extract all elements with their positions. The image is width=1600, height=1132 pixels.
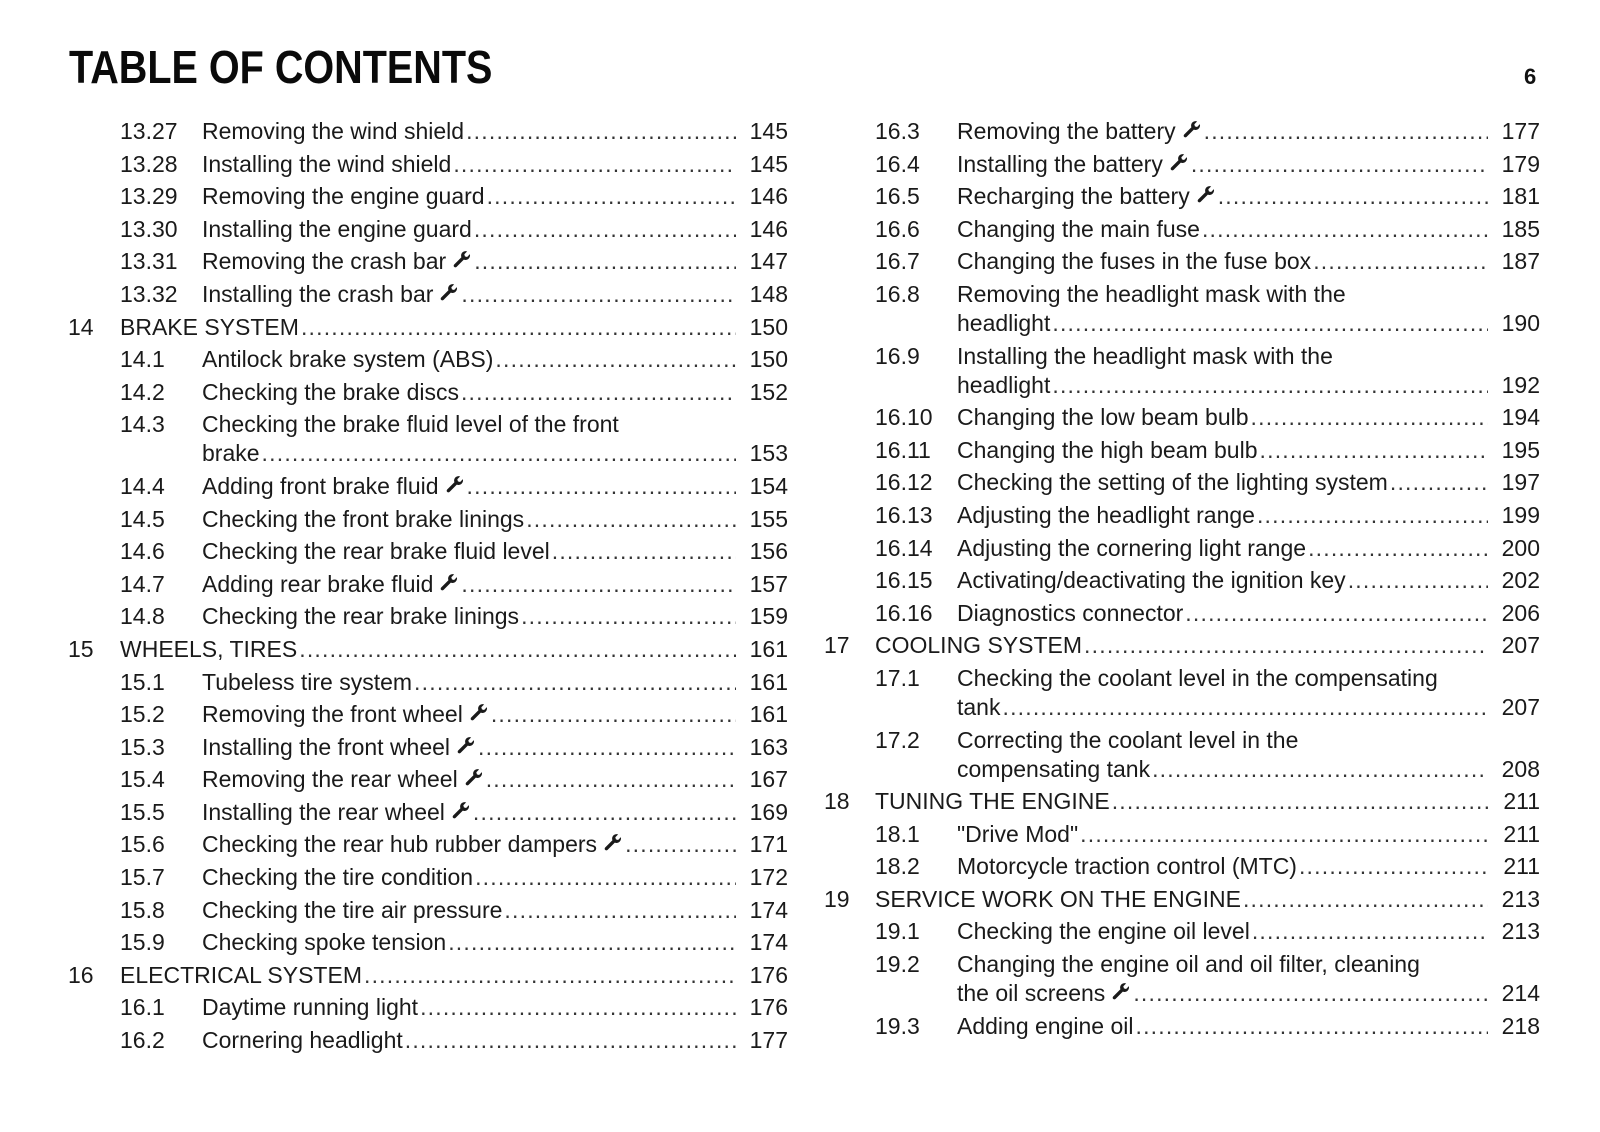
toc-section-entry[interactable]	[824, 501, 1540, 530]
toc-page-number[interactable]: 176	[749, 961, 788, 988]
toc-entry-title: WHEELS, TIRES	[120, 635, 298, 662]
toc-entry-number: 15.6	[120, 831, 165, 858]
dot-leader	[1299, 852, 1488, 881]
toc-page-number[interactable]: 190	[1501, 309, 1540, 336]
toc-page-number[interactable]: 145	[749, 150, 788, 177]
toc-section-entry[interactable]	[68, 570, 788, 599]
dot-leader	[1257, 501, 1488, 530]
wrench-icon	[1169, 150, 1189, 170]
toc-page-number[interactable]: 161	[749, 668, 788, 695]
wrench-icon	[451, 798, 471, 818]
toc-entry-title: Checking the setting of the lighting system	[957, 469, 1388, 496]
dot-leader	[486, 765, 736, 794]
toc-entry-number: 16	[68, 961, 94, 988]
dot-leader	[414, 668, 736, 697]
wrench-icon	[439, 570, 459, 590]
wrench-icon	[1182, 117, 1202, 137]
toc-chapter-entry[interactable]	[824, 631, 1540, 660]
dot-leader	[1390, 468, 1488, 497]
toc-entry-number: 16.3	[875, 118, 920, 144]
toc-entry-title: Adding front brake fluid	[202, 472, 439, 499]
toc-entry-number: 16.8	[875, 280, 920, 307]
toc-section-entry[interactable]	[824, 820, 1540, 849]
toc-section-entry[interactable]	[68, 668, 788, 697]
dot-leader	[467, 472, 736, 501]
toc-entry-title: Recharging the battery	[957, 183, 1190, 210]
dot-leader	[1002, 693, 1488, 722]
toc-entry-title: brake	[202, 440, 260, 467]
toc-entry-title: Checking spoke tension	[202, 929, 447, 956]
toc-entry-title: Activating/deactivating the ignition key	[957, 567, 1346, 594]
dot-leader	[1252, 917, 1488, 946]
toc-entry-number: 14.5	[120, 505, 165, 532]
toc-entry-title: Checking the coolant level in the compensating	[957, 664, 1438, 691]
toc-page-number[interactable]: 187	[1501, 248, 1540, 275]
dot-leader	[448, 928, 736, 957]
toc-entry-number: 17.2	[875, 726, 920, 753]
toc-page-number[interactable]: 155	[749, 505, 788, 532]
toc-section-entry[interactable]	[68, 1026, 788, 1055]
toc-page-number[interactable]: 192	[1501, 371, 1540, 398]
toc-entry-title: Removing the battery	[957, 118, 1176, 144]
toc-section-entry[interactable]	[824, 280, 1540, 338]
toc-entry-number: 16.5	[875, 183, 920, 210]
toc-entry-number: 15	[68, 635, 94, 662]
dot-leader	[1152, 755, 1488, 784]
toc-entry-title: headlight	[957, 309, 1051, 336]
toc-page-number[interactable]: 211	[1503, 788, 1540, 815]
toc-entry-title: Tubeless tire system	[202, 668, 413, 695]
wrench-icon	[439, 280, 459, 300]
toc-entry-number: 18	[824, 788, 850, 815]
dot-leader	[1084, 631, 1488, 660]
toc-section-entry[interactable]	[68, 765, 788, 794]
page-title: TABLE OF CONTENTS	[69, 41, 493, 93]
toc-entry-number: 16.12	[875, 469, 933, 496]
toc-entry-number: 13.31	[120, 248, 178, 275]
toc-entry-number: 19.2	[875, 951, 920, 978]
toc-page-number[interactable]: 172	[749, 864, 788, 891]
dot-leader	[475, 863, 736, 892]
toc-entry-title: Checking the brake discs	[202, 378, 459, 405]
toc-entry-number: 15.4	[120, 766, 165, 793]
toc-entry-title: Changing the high beam bulb	[957, 436, 1258, 463]
dot-leader	[474, 215, 736, 244]
dot-leader	[461, 570, 736, 599]
dot-leader	[453, 150, 736, 179]
dot-leader	[1052, 309, 1488, 338]
toc-section-entry[interactable]	[68, 215, 788, 244]
toc-page-number[interactable]: 169	[749, 798, 788, 825]
toc-section-entry[interactable]	[824, 468, 1540, 497]
toc-section-entry[interactable]	[68, 602, 788, 631]
toc-page-number[interactable]: 171	[749, 831, 788, 858]
toc-entry-number: 14.2	[120, 378, 165, 405]
dot-leader	[1133, 979, 1488, 1008]
toc-chapter-entry[interactable]	[824, 885, 1540, 914]
toc-entry-title: TUNING THE ENGINE	[875, 788, 1110, 815]
dot-leader	[1243, 885, 1488, 914]
toc-entry-title: Checking the tire condition	[202, 864, 474, 891]
dot-leader	[461, 280, 736, 309]
toc-page-number[interactable]: 150	[749, 346, 788, 373]
toc-section-entry[interactable]	[68, 505, 788, 534]
toc-section-entry[interactable]	[68, 830, 788, 859]
toc-page-number[interactable]: 163	[749, 733, 788, 760]
toc-section-entry[interactable]	[824, 436, 1540, 465]
toc-page-number[interactable]: 208	[1501, 755, 1540, 782]
toc-entry-title: Diagnostics connector	[957, 599, 1184, 626]
toc-entry-title: Changing the fuses in the fuse box	[957, 248, 1312, 275]
dot-leader	[1251, 403, 1488, 432]
toc-page-number[interactable]: 207	[1501, 693, 1540, 720]
toc-section-entry[interactable]	[68, 247, 788, 276]
toc-chapter-entry[interactable]	[68, 313, 788, 342]
toc-column-left	[68, 117, 788, 1059]
toc-entry-number: 15.3	[120, 733, 165, 760]
toc-entry-title: Checking the engine oil level	[957, 918, 1250, 945]
toc-section-entry[interactable]	[824, 852, 1540, 881]
toc-page-number[interactable]: 176	[749, 994, 788, 1021]
dot-leader	[1313, 247, 1488, 276]
toc-entry-title: Antilock brake system (ABS)	[202, 346, 494, 373]
toc-entry-title: Checking the rear brake fluid level	[202, 538, 550, 565]
toc-entry-number: 15.9	[120, 929, 165, 956]
dot-leader	[405, 1026, 736, 1055]
toc-entry-number: 16.15	[875, 567, 933, 594]
toc-entry-number: 15.8	[120, 896, 165, 923]
dot-leader	[1191, 150, 1488, 179]
toc-section-entry[interactable]	[824, 150, 1540, 179]
toc-page-number[interactable]: 177	[1501, 118, 1540, 144]
dot-leader	[1348, 566, 1488, 595]
dot-leader	[625, 830, 736, 859]
toc-entry-number: 16.2	[120, 1027, 165, 1054]
toc-chapter-entry[interactable]	[68, 635, 788, 664]
toc-section-entry[interactable]	[824, 917, 1540, 946]
wrench-icon	[445, 472, 465, 492]
toc-entry-number: 18.1	[875, 820, 920, 847]
toc-page-number[interactable]: 154	[749, 472, 788, 499]
dot-leader	[495, 345, 736, 374]
toc-entry-title: Adjusting the headlight range	[957, 501, 1255, 528]
toc-entry-title: Checking the rear hub rubber dampers	[202, 831, 598, 858]
toc-entry-number: 14.1	[120, 346, 165, 373]
toc-entry-title: headlight	[957, 371, 1051, 398]
dot-leader	[1135, 1012, 1488, 1041]
toc-page-number[interactable]: 185	[1501, 215, 1540, 242]
toc-entry-number: 16.7	[875, 248, 920, 275]
wrench-icon	[464, 765, 484, 785]
toc-entry-number: 13.27	[120, 118, 178, 144]
toc-page-number[interactable]: 202	[1501, 567, 1540, 594]
toc-section-entry[interactable]	[824, 534, 1540, 563]
toc-entry-number: 16.16	[875, 599, 933, 626]
dot-leader	[1218, 182, 1488, 211]
toc-entry-title: "Drive Mod"	[957, 820, 1079, 847]
toc-entry-number: 16.4	[875, 150, 920, 177]
toc-entry-number: 19	[824, 885, 850, 912]
toc-section-entry[interactable]	[68, 150, 788, 179]
toc-entry-number: 16.9	[875, 342, 920, 369]
toc-section-entry[interactable]	[68, 700, 788, 729]
toc-entry-title: Correcting the coolant level in the	[957, 726, 1299, 753]
toc-page-number[interactable]: 211	[1503, 820, 1540, 847]
toc-page-number[interactable]: 195	[1501, 436, 1540, 463]
toc-entry-title: compensating tank	[957, 755, 1151, 782]
toc-section-entry[interactable]	[824, 342, 1540, 400]
toc-entry-number: 13.28	[120, 150, 178, 177]
dot-leader	[491, 700, 736, 729]
toc-page-number[interactable]: 157	[749, 570, 788, 597]
toc-entry-title: Adding rear brake fluid	[202, 570, 434, 597]
toc-section-entry[interactable]	[68, 280, 788, 309]
toc-section-entry[interactable]	[824, 726, 1540, 784]
toc-page-number[interactable]: 174	[749, 929, 788, 956]
toc-entry-title: Removing the front wheel	[202, 701, 463, 728]
page-number: 6	[1524, 64, 1537, 89]
toc-page-number[interactable]: 211	[1503, 853, 1540, 880]
toc-entry-title: Daytime running light	[202, 994, 419, 1021]
dot-leader	[1080, 820, 1488, 849]
toc-page-number[interactable]: 177	[749, 1027, 788, 1054]
toc-entry-title: Installing the wind shield	[202, 150, 452, 177]
toc-entry-title: Installing the front wheel	[202, 733, 451, 760]
toc-page-number[interactable]: 161	[749, 635, 788, 662]
toc-page-number[interactable]: 148	[749, 280, 788, 307]
toc-section-entry[interactable]	[68, 733, 788, 762]
toc-entry-title: Removing the wind shield	[202, 118, 465, 144]
toc-entry-title: ELECTRICAL SYSTEM	[120, 961, 362, 988]
toc-entry-number: 16.10	[875, 404, 933, 431]
toc-page-number[interactable]: 197	[1501, 469, 1540, 496]
toc-entry-number: 15.5	[120, 798, 165, 825]
toc-section-entry[interactable]	[68, 410, 788, 468]
toc-entry-number: 15.2	[120, 701, 165, 728]
toc-entry-number: 17.1	[875, 664, 920, 691]
toc-entry-number: 16.14	[875, 534, 933, 561]
wrench-icon	[456, 733, 476, 753]
toc-page-number[interactable]: 145	[749, 118, 788, 144]
toc-section-entry[interactable]	[824, 599, 1540, 628]
toc-section-entry[interactable]	[68, 798, 788, 827]
toc-section-entry[interactable]	[68, 928, 788, 957]
toc-page-number[interactable]: 150	[749, 313, 788, 340]
toc-entry-number: 19.3	[875, 1012, 920, 1039]
dot-leader	[461, 378, 736, 407]
toc-section-entry[interactable]	[68, 896, 788, 925]
toc-page-number[interactable]: 147	[749, 248, 788, 275]
toc-chapter-entry[interactable]	[824, 787, 1540, 816]
toc-page-number[interactable]: 207	[1501, 632, 1540, 659]
toc-entry-title: SERVICE WORK ON THE ENGINE	[875, 885, 1241, 912]
toc-section-entry[interactable]	[68, 182, 788, 211]
toc-entry-number: 16.6	[875, 215, 920, 242]
toc-chapter-entry[interactable]	[68, 961, 788, 990]
toc-entry-title: COOLING SYSTEM	[875, 632, 1083, 659]
toc-entry-number: 14.8	[120, 603, 165, 630]
toc-entry-number: 18.2	[875, 853, 920, 880]
toc-entry-title: the oil screens	[957, 980, 1106, 1007]
toc-entry-number: 13.29	[120, 183, 178, 210]
toc-entry-title: Removing the crash bar	[202, 248, 447, 275]
dot-leader	[1112, 787, 1488, 816]
toc-page-number[interactable]: 213	[1501, 918, 1540, 945]
toc-entry-number: 16.1	[120, 994, 165, 1021]
toc-entry-title: Checking the brake fluid level of the front	[202, 411, 619, 438]
toc-page-number[interactable]: 159	[749, 603, 788, 630]
dot-leader	[1308, 534, 1488, 563]
toc-section-entry[interactable]	[824, 247, 1540, 276]
toc-entry-number: 15.1	[120, 668, 165, 695]
dot-leader	[521, 602, 736, 631]
toc-entry-title: Changing the main fuse	[957, 215, 1200, 242]
toc-entry-title: Changing the low beam bulb	[957, 404, 1249, 431]
dot-leader	[487, 182, 736, 211]
toc-entry-title: Cornering headlight	[202, 1027, 403, 1054]
toc-entry-number: 14.6	[120, 538, 165, 565]
toc-page-number[interactable]: 218	[1501, 1012, 1540, 1039]
toc-page-number[interactable]: 146	[749, 215, 788, 242]
toc-page-number[interactable]: 146	[749, 183, 788, 210]
toc-entry-number: 14	[68, 313, 94, 340]
toc-page-number[interactable]: 153	[749, 440, 788, 467]
toc-entry-title: Removing the rear wheel	[202, 766, 458, 793]
toc-section-entry[interactable]	[824, 403, 1540, 432]
toc-page-number[interactable]: 206	[1501, 599, 1540, 626]
dot-leader	[1185, 599, 1488, 628]
dot-leader	[364, 961, 736, 990]
toc-entry-title: Removing the engine guard	[202, 183, 485, 210]
toc-page-number[interactable]: 161	[749, 701, 788, 728]
toc-entry-number: 14.3	[120, 411, 165, 438]
toc-page-number[interactable]: 152	[749, 378, 788, 405]
dot-leader	[301, 313, 736, 342]
dot-leader	[478, 733, 736, 762]
dot-leader	[552, 537, 736, 566]
dot-leader	[1202, 215, 1488, 244]
wrench-icon	[1196, 182, 1216, 202]
toc-entry-title: BRAKE SYSTEM	[120, 313, 299, 340]
toc-page-number[interactable]: 156	[749, 538, 788, 565]
toc-section-entry[interactable]	[68, 537, 788, 566]
toc-section-entry[interactable]	[824, 566, 1540, 595]
toc-entry-title: Motorcycle traction control (MTC)	[957, 853, 1297, 880]
dot-leader	[1260, 436, 1488, 465]
toc-page-number[interactable]: 213	[1501, 885, 1540, 912]
toc-section-entry[interactable]	[68, 993, 788, 1022]
toc-entry-number: 17	[824, 632, 850, 659]
wrench-icon	[1111, 979, 1131, 999]
dot-leader	[526, 505, 736, 534]
toc-entry-number: 14.4	[120, 472, 165, 499]
toc-section-entry[interactable]	[824, 182, 1540, 211]
toc-entry-title: Installing the engine guard	[202, 215, 472, 242]
toc-section-entry[interactable]	[68, 472, 788, 501]
dot-leader	[1052, 371, 1488, 400]
toc-entry-number: 13.30	[120, 215, 178, 242]
wrench-icon	[603, 830, 623, 850]
wrench-icon	[452, 247, 472, 267]
toc-section-entry[interactable]	[68, 345, 788, 374]
dot-leader	[299, 635, 736, 664]
toc-column-right	[824, 117, 1540, 1044]
toc-entry-title: Installing the crash bar	[202, 280, 434, 307]
dot-leader	[473, 798, 736, 827]
dot-leader	[1204, 117, 1488, 146]
toc-section-entry[interactable]	[824, 950, 1540, 1008]
toc-entry-title: Checking the front brake linings	[202, 505, 525, 532]
toc-entry-number: 16.11	[875, 436, 931, 463]
toc-entry-title: Installing the battery	[957, 150, 1163, 177]
dot-leader	[466, 117, 736, 146]
toc-entry-number: 13.32	[120, 280, 178, 307]
toc-page-number[interactable]: 181	[1501, 183, 1540, 210]
toc-page-number[interactable]: 174	[749, 896, 788, 923]
toc-page-number[interactable]: 199	[1501, 501, 1540, 528]
dot-leader	[504, 896, 736, 925]
toc-entry-title: Checking the rear brake linings	[202, 603, 520, 630]
toc-entry-number: 14.7	[120, 570, 165, 597]
toc-entry-number: 15.7	[120, 864, 165, 891]
toc-entry-title: Adding engine oil	[957, 1012, 1134, 1039]
toc-page-number[interactable]: 214	[1501, 980, 1540, 1007]
toc-page-number[interactable]: 179	[1501, 150, 1540, 177]
toc-page-number[interactable]: 167	[749, 766, 788, 793]
toc-entry-title: Installing the rear wheel	[202, 798, 445, 825]
dot-leader	[420, 993, 736, 1022]
toc-section-entry[interactable]	[824, 117, 1540, 146]
toc-entry-title: Checking the tire air pressure	[202, 896, 503, 923]
toc-entry-title: Adjusting the cornering light range	[957, 534, 1307, 561]
dot-leader	[474, 247, 736, 276]
toc-entry-number: 16.13	[875, 501, 933, 528]
dot-leader	[262, 439, 736, 468]
toc-section-entry[interactable]	[824, 215, 1540, 244]
toc-entry-title: Installing the headlight mask with the	[957, 342, 1333, 369]
toc-entry-title: Changing the engine oil and oil filter, cleaning	[957, 951, 1420, 978]
toc-section-entry[interactable]	[68, 117, 788, 146]
toc-section-entry[interactable]	[824, 1012, 1540, 1041]
toc-entry-number: 19.1	[875, 918, 920, 945]
toc-section-entry[interactable]	[824, 664, 1540, 722]
toc-page-number[interactable]: 194	[1501, 404, 1540, 431]
toc-page-number[interactable]: 200	[1501, 534, 1540, 561]
toc-entry-title: tank	[957, 693, 1001, 720]
toc-section-entry[interactable]	[68, 378, 788, 407]
toc-section-entry[interactable]	[68, 863, 788, 892]
toc-entry-title: Removing the headlight mask with the	[957, 280, 1346, 307]
wrench-icon	[469, 700, 489, 720]
